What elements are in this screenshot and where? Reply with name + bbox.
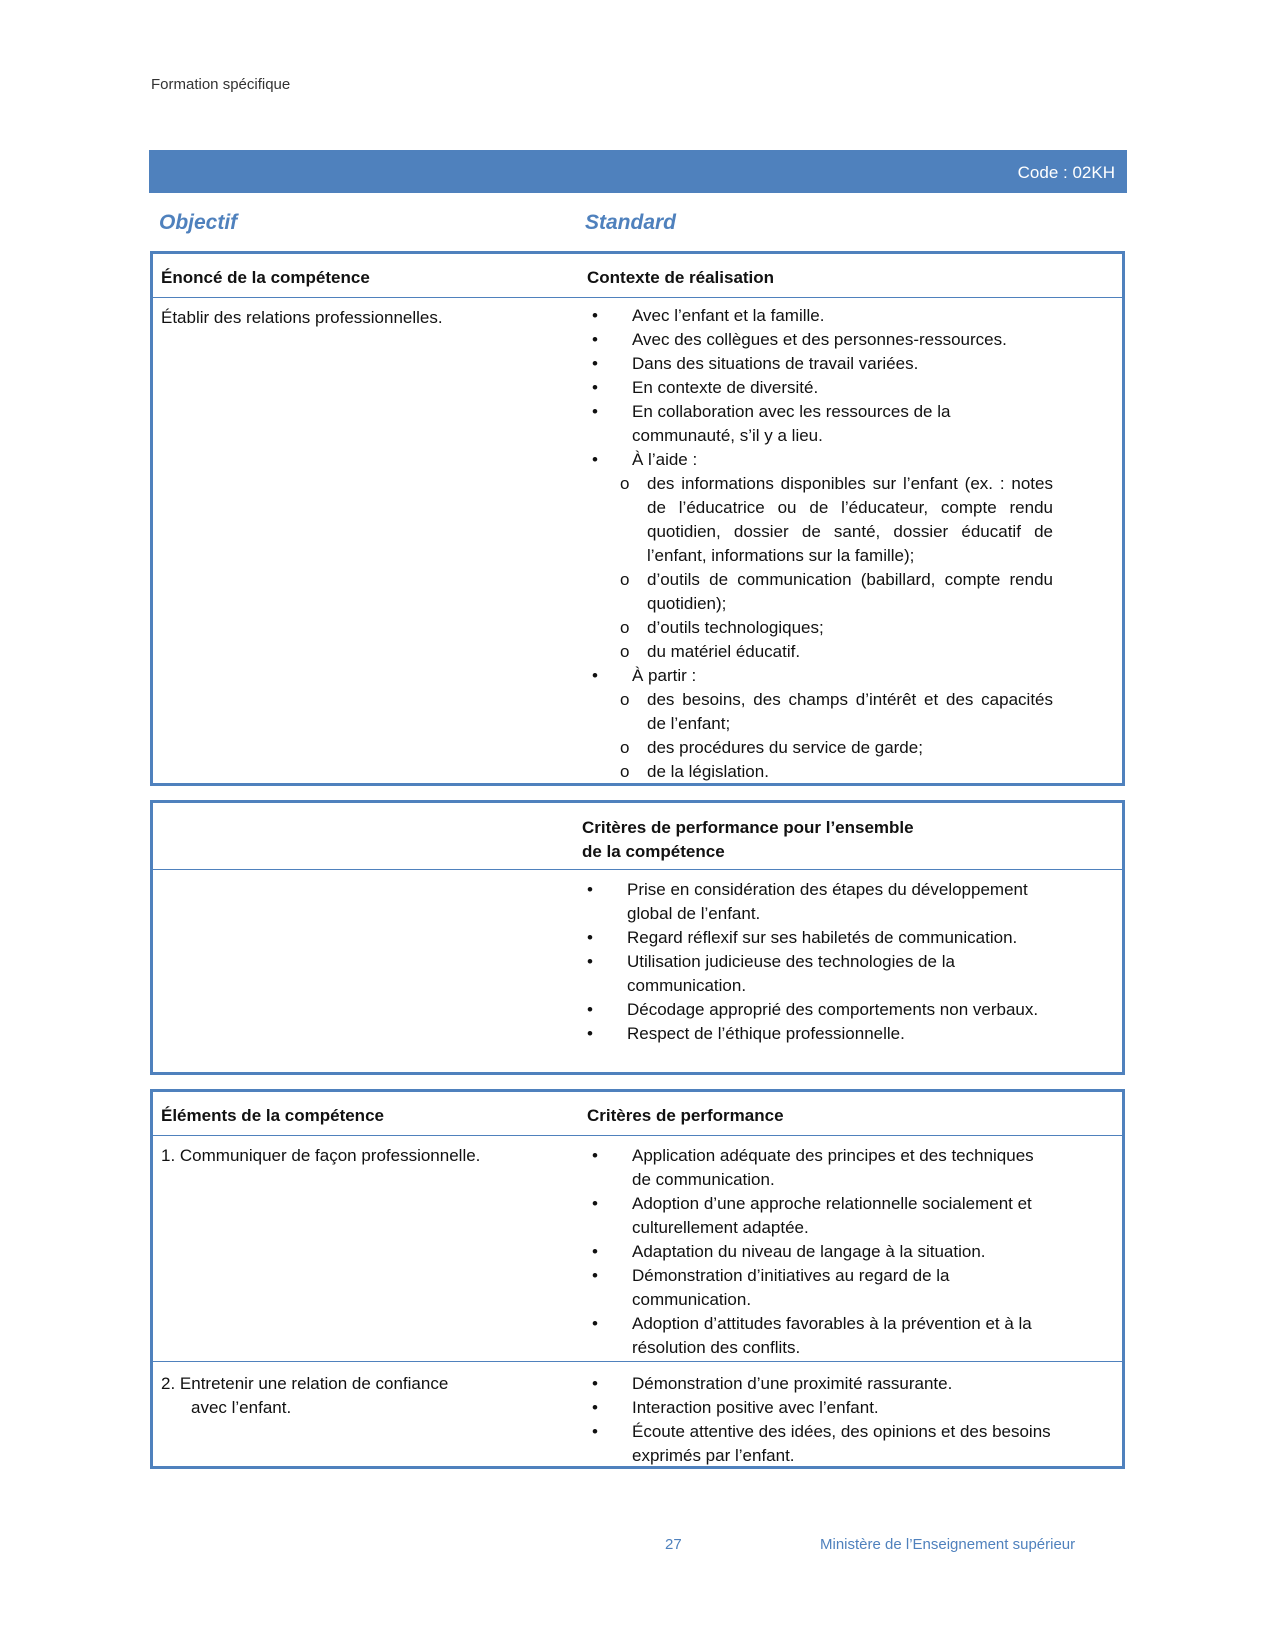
criteria-heading: Critères de performance (587, 1106, 784, 1125)
overall-criterion: • Respect de l’éthique professionnelle. (582, 1022, 1057, 1046)
program-code: Code : 02KH (1017, 163, 1115, 182)
header-bar (149, 150, 1127, 193)
column-head-standard: Standard (585, 211, 677, 234)
performance-criterion: • Démonstration d’initiatives au regard de la communication. (587, 1264, 1053, 1312)
context-item: • En collaboration avec les ressources de la communauté, s’il y a lieu. (587, 400, 1053, 448)
overall-criteria-list (582, 878, 1057, 1046)
context-item: • À l’aide : (587, 448, 1053, 472)
statement-heading: Énoncé de la compétence (161, 268, 370, 287)
overall-criterion: • Prise en considération des étapes du développement global de l’enfant. (582, 878, 1057, 926)
context-item: • Avec l’enfant et la famille. (587, 304, 1053, 328)
performance-criterion: • Application adéquate des principes et des techniques de communication. (587, 1144, 1053, 1192)
element-2-label (161, 1372, 448, 1420)
overall-criterion: • Décodage approprié des comportements non verbaux. (582, 998, 1057, 1022)
performance-criterion: • Démonstration d’une proximité rassurante. (587, 1372, 1053, 1396)
context-item: • Dans des situations de travail variées. (587, 352, 1053, 376)
context-item: • À partir : (587, 664, 1053, 688)
competence-elements-table (150, 1089, 1125, 1469)
context-subitem: o d’outils de communication (babillard, compte rendu quotidien); (587, 568, 1053, 616)
competence-statement: Établir des relations professionnelles. (161, 308, 443, 327)
context-subitem: o des procédures du service de garde; (587, 736, 1053, 760)
running-title: Formation spécifique (151, 76, 291, 93)
context-subitem: o d’outils technologiques; (587, 616, 1053, 640)
row-divider (153, 1092, 1122, 1362)
elements-heading: Éléments de la compétence (161, 1106, 384, 1125)
performance-criterion: • Adoption d’attitudes favorables à la prévention et à la résolution des conflits. (587, 1312, 1053, 1360)
performance-criterion: • Écoute attentive des idées, des opinions et des besoins exprimés par l’enfant. (587, 1420, 1053, 1468)
column-head-objectif: Objectif (159, 211, 238, 234)
context-heading: Contexte de réalisation (587, 268, 775, 287)
publisher: Ministère de l’Enseignement supérieur (820, 1536, 1076, 1553)
label-line: 2. Entretenir une relation de confiance (161, 1374, 449, 1393)
overall-criterion: • Regard réflexif sur ses habiletés de communication. (582, 926, 1057, 950)
performance-criterion: • Adaptation du niveau de langage à la situation. (587, 1240, 1053, 1264)
context-subitem: o des informations disponibles sur l’enfant (ex. : notes de l’éducatrice ou de l’éducateur, compte rendu quotidien, dossier de santé, dossier éducatif de l’enfant, informations sur la famille); (587, 472, 1053, 568)
element-1-label: 1. Communiquer de façon professionnelle. (161, 1146, 481, 1165)
competence-statement-table (150, 251, 1125, 786)
performance-criterion: • Interaction positive avec l’enfant. (587, 1396, 1053, 1420)
overall-criteria-heading (582, 816, 914, 864)
context-subitem: o de la législation. (587, 760, 1053, 784)
overall-criterion: • Utilisation judicieuse des technologies de la communication. (582, 950, 1057, 998)
heading-line: Critères de performance pour l’ensemble (582, 818, 914, 837)
heading-line: de la compétence (582, 842, 725, 861)
performance-criterion: • Adoption d’une approche relationnelle socialement et culturellement adaptée. (587, 1192, 1053, 1240)
label-line: avec l’enfant. (191, 1398, 292, 1417)
page-number: 27 (665, 1536, 682, 1553)
overall-criteria-table (150, 800, 1125, 1075)
context-subitem: o des besoins, des champs d’intérêt et des capacités de l’enfant; (587, 688, 1053, 736)
element-2-criteria (587, 1372, 1053, 1468)
context-list (587, 304, 1053, 784)
context-item: • Avec des collègues et des personnes-ressources. (587, 328, 1053, 352)
context-subitem: o du matériel éducatif. (587, 640, 1053, 664)
context-item: • En contexte de diversité. (587, 376, 1053, 400)
